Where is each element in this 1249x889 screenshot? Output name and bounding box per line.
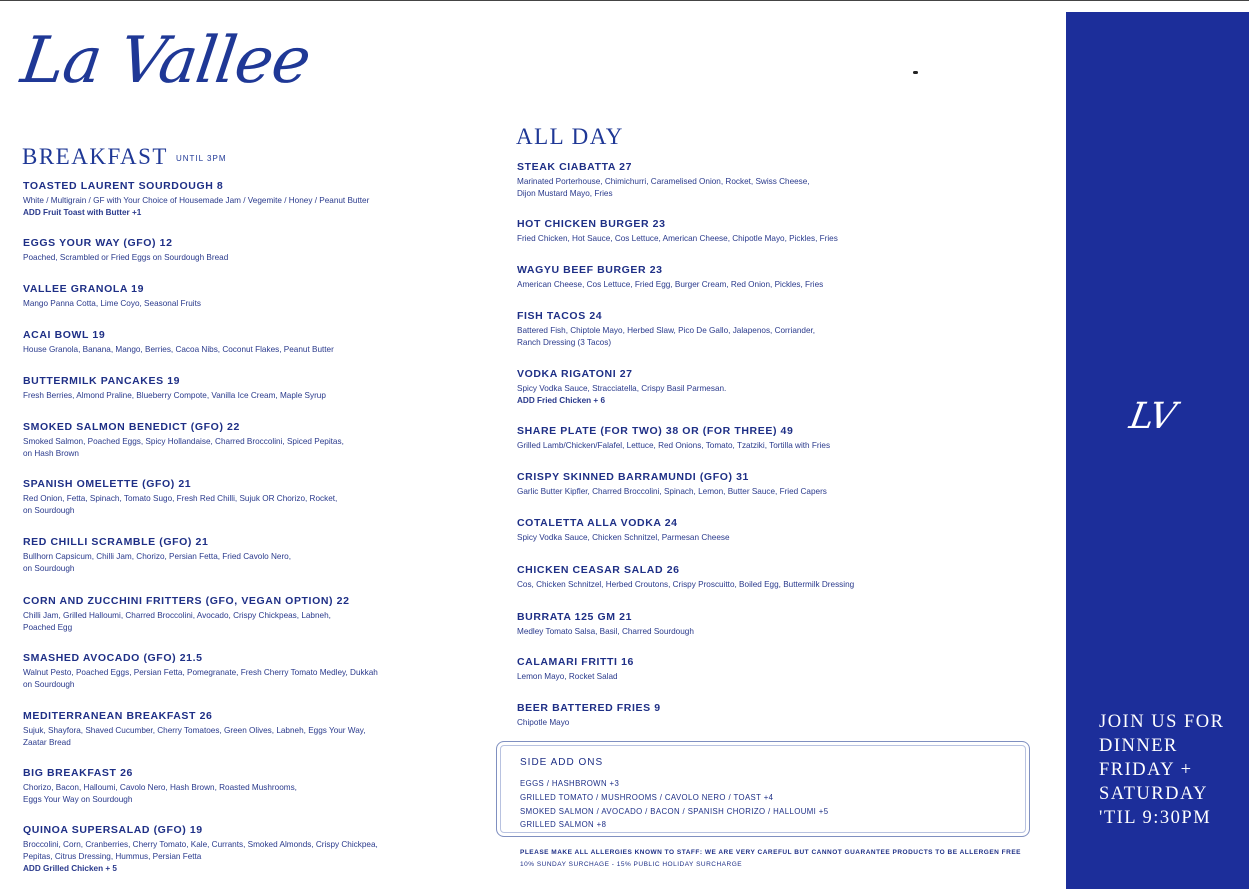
menu-item (517, 425, 830, 452)
brand-logo: La Vallee (16, 24, 315, 98)
addon-line: SMOKED SALMON / AVOCADO / BACON / SPANISH CHORIZO / HALLOUMI +5 (520, 807, 829, 816)
menu-item-description-line: on Hash Brown (23, 449, 79, 458)
menu-item-description-line: Mango Panna Cotta, Lime Coyo, Seasonal Fruits (23, 299, 201, 308)
menu-item-description (23, 782, 297, 806)
surcharge-notice: 10% SUNDAY SURCHAGE - 15% PUBLIC HOLIDAY SURCHARGE (520, 861, 743, 868)
menu-item (517, 218, 838, 245)
menu-item-description-line: Bullhorn Capsicum, Chilli Jam, Chorizo, Persian Fetta, Fried Cavolo Nero, (23, 552, 292, 561)
menu-item (23, 595, 350, 634)
promo-line: SATURDAY (1099, 784, 1208, 804)
menu-item-description-line: Dijon Mustard Mayo, Fries (517, 189, 613, 198)
menu-item-description (23, 298, 201, 310)
menu-item-description (23, 436, 344, 460)
menu-item-name: SMOKED SALMON BENEDICT (GFO) 22 (23, 421, 240, 433)
menu-item (517, 264, 823, 291)
menu-item-description (517, 532, 730, 544)
menu-item-description (23, 839, 378, 875)
menu-item-name: CHICKEN CEASAR SALAD 26 (517, 564, 680, 576)
menu-item-name: VODKA RIGATONI 27 (517, 368, 633, 380)
addon-line: GRILLED SALMON +8 (520, 820, 607, 829)
menu-item-description (23, 610, 350, 634)
menu-item-description (517, 486, 827, 498)
menu-item-name: TOASTED LAURENT SOURDOUGH 8 (23, 180, 224, 192)
menu-item-description-line: Chilli Jam, Grilled Halloumi, Charred Broccolini, Avocado, Crispy Chickpeas, Labneh, (23, 611, 331, 620)
menu-item-description-line: ADD Fruit Toast with Butter +1 (23, 208, 142, 217)
menu-item (23, 180, 369, 219)
menu-item-description (517, 233, 838, 245)
menu-item-description-line: Medley Tomato Salsa, Basil, Charred Sourdough (517, 627, 694, 636)
menu-item (517, 702, 661, 729)
breakfast-subtitle: UNTIL 3PM (176, 154, 227, 164)
menu-item-description-line: Poached Egg (23, 623, 73, 632)
menu-item (23, 710, 366, 749)
menu-item-description-line: Garlic Butter Kipfler, Charred Broccolini, Spinach, Lemon, Butter Sauce, Fried Capers (517, 487, 827, 496)
menu-item-name: ACAI BOWL 19 (23, 329, 106, 341)
menu-item-description (23, 390, 326, 402)
promo-line: JOIN US FOR (1099, 712, 1225, 732)
menu-item-description-line: American Cheese, Cos Lettuce, Fried Egg, Burger Cream, Red Onion, Pickles, Fries (517, 280, 824, 289)
menu-item-description-line: Marinated Porterhouse, Chimichurri, Caramelised Onion, Rocket, Swiss Cheese, (517, 177, 810, 186)
promo-line: DINNER (1099, 736, 1178, 756)
menu-item (23, 421, 344, 460)
menu-item-description-line: Lemon Mayo, Rocket Salad (517, 672, 618, 681)
menu-item-description (23, 195, 369, 219)
menu-item-description (23, 344, 334, 356)
menu-item (517, 368, 726, 407)
side-add-ons-title: SIDE ADD ONS (520, 757, 604, 768)
menu-item-description-line: Chorizo, Bacon, Halloumi, Cavolo Nero, Hash Brown, Roasted Mushrooms, (23, 783, 297, 792)
promo-line: FRIDAY + (1099, 760, 1193, 780)
menu-item-name: BURRATA 125 GM 21 (517, 611, 633, 623)
menu-item-description (23, 493, 337, 517)
menu-item (23, 536, 291, 575)
breakfast-title: BREAKFAST (22, 144, 168, 169)
menu-item (517, 517, 730, 544)
menu-item-name: VALLEE GRANOLA 19 (23, 283, 145, 295)
menu-item (23, 478, 337, 517)
menu-item-description (517, 717, 661, 729)
menu-item (23, 824, 378, 875)
menu-item-description-line: Smoked Salmon, Poached Eggs, Spicy Hollandaise, Charred Broccolini, Spiced Pepitas, (23, 437, 344, 446)
menu-item-description-line: Grilled Lamb/Chicken/Falafel, Lettuce, Red Onions, Tomato, Tzatziki, Tortilla with Fries (517, 441, 831, 450)
menu-item (517, 611, 694, 638)
menu-item (517, 310, 815, 349)
menu-item-description (517, 626, 694, 638)
menu-item-description (517, 579, 854, 591)
menu-item-description-line: Walnut Pesto, Poached Eggs, Persian Fetta, Pomegranate, Fresh Cherry Tomato Medley, Dukkah (23, 668, 378, 677)
menu-item-description-line: ADD Grilled Chicken + 5 (23, 864, 117, 873)
menu-item-description (517, 176, 810, 200)
menu-item-description-line: House Granola, Banana, Mango, Berries, Cacoa Nibs, Coconut Flakes, Peanut Butter (23, 345, 334, 354)
menu-item (517, 161, 810, 200)
menu-item-description-line: White / Multigrain / GF with Your Choice of Housemade Jam / Vegemite / Honey / Peanut Butter (23, 196, 370, 205)
promo-line: 'TIL 9:30PM (1099, 808, 1212, 828)
menu-item-description-line: Eggs Your Way on Sourdough (23, 795, 133, 804)
menu-item-name: BIG BREAKFAST 26 (23, 767, 133, 779)
menu-item-description-line: Pepitas, Citrus Dressing, Hummus, Persian Fetta (23, 852, 202, 861)
menu-item-description-line: Poached, Scrambled or Fried Eggs on Sourdough Bread (23, 253, 229, 262)
menu-item-description (23, 667, 378, 691)
menu-item-description-line: Chipotle Mayo (517, 718, 570, 727)
menu-item-description-line: Red Onion, Fetta, Spinach, Tomato Sugo, Fresh Red Chilli, Sujuk OR Chorizo, Rocket, (23, 494, 338, 503)
menu-item-description-line: Spicy Vodka Sauce, Chicken Schnitzel, Parmesan Cheese (517, 533, 730, 542)
menu-item-name: STEAK CIABATTA 27 (517, 161, 633, 173)
menu-item-description (517, 279, 823, 291)
menu-item-name: BUTTERMILK PANCAKES 19 (23, 375, 181, 387)
breakfast-heading (22, 144, 227, 170)
addon-line: GRILLED TOMATO / MUSHROOMS / CAVOLO NERO / TOAST +4 (520, 793, 774, 802)
menu-item-description (23, 252, 228, 264)
menu-item-description (517, 671, 634, 683)
menu-item-description-line: Zaatar Bread (23, 738, 71, 747)
menu-item-description-line: on Sourdough (23, 506, 75, 515)
menu-item-description-line: on Sourdough (23, 680, 75, 689)
side-add-ons-box (496, 741, 1030, 837)
menu-item-description (23, 725, 366, 749)
menu-item-description-line: Broccolini, Corn, Cranberries, Cherry Tomato, Kale, Currants, Smoked Almonds, Crispy Chickpea, (23, 840, 378, 849)
menu-item-description-line: Fresh Berries, Almond Praline, Blueberry Compote, Vanilla Ice Cream, Maple Syrup (23, 391, 326, 400)
menu-item-name: RED CHILLI SCRAMBLE (GFO) 21 (23, 536, 209, 548)
monogram-logo: LV (1126, 396, 1180, 437)
menu-item-description (517, 440, 830, 452)
print-speck (913, 71, 918, 74)
menu-item-name: FISH TACOS 24 (517, 310, 603, 322)
menu-item-description-line: Spicy Vodka Sauce, Stracciatella, Crispy Basil Parmesan. (517, 384, 727, 393)
menu-item-description-line: ADD Fried Chicken + 6 (517, 396, 606, 405)
menu-item-description-line: Fried Chicken, Hot Sauce, Cos Lettuce, American Cheese, Chipotle Mayo, Pickles, Fries (517, 234, 838, 243)
addon-line: EGGS / HASHBROWN +3 (520, 779, 620, 788)
menu-item-name: WAGYU BEEF BURGER 23 (517, 264, 663, 276)
menu-item-description-line: Sujuk, Shayfora, Shaved Cucumber, Cherry Tomatoes, Green Olives, Labneh, Eggs Your Way, (23, 726, 366, 735)
menu-item (23, 283, 201, 310)
menu-item (23, 375, 326, 402)
menu-item (23, 652, 378, 691)
allday-heading (516, 124, 624, 150)
menu-item-name: COTALETTA ALLA VODKA 24 (517, 517, 678, 529)
menu-item (23, 329, 334, 356)
menu-item-name: HOT CHICKEN BURGER 23 (517, 218, 666, 230)
menu-item (517, 471, 827, 498)
promo-side-panel (1066, 12, 1249, 889)
dinner-promo (1099, 710, 1239, 830)
allday-title: ALL DAY (516, 124, 624, 149)
menu-item-name: EGGS YOUR WAY (GFO) 12 (23, 237, 173, 249)
allergy-notice: PLEASE MAKE ALL ALLERGIES KNOWN TO STAFF: WE ARE VERY CAREFUL BUT CANNOT GUARANTEE PRODUCTS TO BE ALLERGEN FREE (520, 849, 1022, 856)
menu-item (517, 656, 634, 683)
menu-item (23, 237, 228, 264)
top-border (0, 0, 1249, 1)
menu-item-name: MEDITERRANEAN BREAKFAST 26 (23, 710, 213, 722)
menu-item-description (23, 551, 291, 575)
menu-item-name: SPANISH OMELETTE (GFO) 21 (23, 478, 192, 490)
menu-item-name: CORN AND ZUCCHINI FRITTERS (GFO, VEGAN OPTION) 22 (23, 595, 350, 607)
menu-item (517, 564, 854, 591)
menu-item-name: CRISPY SKINNED BARRAMUNDI (GFO) 31 (517, 471, 749, 483)
menu-item-description-line: Battered Fish, Chiptole Mayo, Herbed Slaw, Pico De Gallo, Jalapenos, Corriander, (517, 326, 816, 335)
menu-item-name: SMASHED AVOCADO (GFO) 21.5 (23, 652, 203, 664)
menu-item-description (517, 383, 726, 407)
menu-item-name: BEER BATTERED FRIES 9 (517, 702, 661, 714)
menu-item-description-line: on Sourdough (23, 564, 75, 573)
menu-item-name: CALAMARI FRITTI 16 (517, 656, 634, 668)
menu-item (23, 767, 297, 806)
menu-item-description-line: Ranch Dressing (3 Tacos) (517, 338, 612, 347)
menu-item-description-line: Cos, Chicken Schnitzel, Herbed Croutons, Crispy Proscuitto, Boiled Egg, Buttermilk Dressing (517, 580, 855, 589)
menu-item-description (517, 325, 815, 349)
menu-item-name: SHARE PLATE (FOR TWO) 38 OR (FOR THREE) 49 (517, 425, 794, 437)
menu-item-name: QUINOA SUPERSALAD (GFO) 19 (23, 824, 203, 836)
